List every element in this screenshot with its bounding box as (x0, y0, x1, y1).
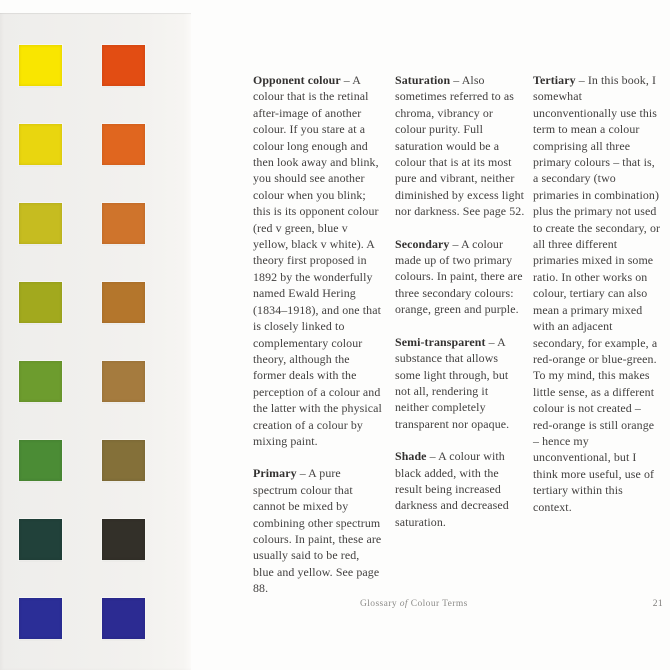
glossary-entry (395, 448, 525, 530)
swatch-row (19, 45, 145, 86)
glossary-entry (395, 72, 525, 220)
glossary-definition: – Also sometimes referred to as chroma, vibrancy or colour purity. Full saturation would be a colour that is at its most pure and vibrant, neither diminished by excess light nor darkness. See page 52. (395, 73, 525, 219)
color-swatch (19, 203, 62, 244)
glossary-term: Secondary (395, 236, 450, 251)
glossary-column-3 (533, 72, 663, 531)
glossary-term: Shade (395, 449, 427, 464)
color-swatch (102, 519, 145, 560)
page-number: 21 (652, 599, 663, 609)
glossary-definition: – A colour with black added, with the result being increased darkness and decreased saturation. (395, 449, 509, 529)
footer-text-italic: of (399, 599, 408, 609)
swatch-row (19, 361, 145, 402)
glossary-entry (533, 72, 663, 515)
glossary-entry (395, 236, 525, 318)
color-swatch (102, 282, 145, 323)
color-swatch (102, 203, 145, 244)
glossary-term: Saturation (395, 73, 451, 87)
swatch-row (19, 203, 145, 244)
color-swatch (19, 598, 62, 639)
glossary-entry (253, 72, 383, 449)
swatch-row (19, 124, 145, 165)
glossary-definition: – A pure spectrum colour that cannot be mixed by combining other spectrum colours. In paint, these are usually said to be red, blue and yellow. See page 88. (253, 466, 382, 596)
color-swatch (19, 519, 62, 560)
color-swatch (19, 361, 62, 402)
running-footer (360, 599, 468, 609)
glossary-column-2 (395, 72, 525, 546)
color-swatch (102, 124, 145, 165)
glossary-term: Opponent colour (253, 73, 341, 87)
color-swatch (102, 45, 145, 86)
swatch-row (19, 519, 145, 560)
glossary-definition: – A colour made up of two primary colours. In paint, there are three secondary colours: orange, green and purple. (395, 236, 523, 317)
glossary-definition: – In this book, I somewhat unconventionally use this term to mean a colour comprising all three primary colours – that is, a secondary (two primaries in combination) plus the primary not used to create the secondary, or all three different primaries mixed in some ratio. In other works on colour, tertiary can also mean a primary mixed with an adjacent secondary, for example, a red-orange or blue-green. To my mind, this makes little sense, as a different colour is not created – red-orange is still orange – hence my unconventional, but I think more useful, use of tertiary within this context. (533, 73, 661, 514)
color-swatch (19, 282, 62, 323)
swatch-row (19, 282, 145, 323)
color-swatch (19, 45, 62, 86)
glossary-term: Primary (253, 466, 297, 481)
glossary-definition: – A colour that is the retinal after-image of another colour. If you stare at a colour long enough and then look away and blink, you should see another colour when you blink; this is its opponent colour (red v green, blue v yellow, black v white). A theory first proposed in 1892 by the wonderfully named Ewald Hering (1834–1918), and one that is closely linked to complementary colour theory, although the former deals with the perception of a colour and the latter with the physical creation of a colour by mixing paint. (253, 73, 382, 448)
glossary-column-1 (253, 72, 383, 613)
swatch-grid (19, 45, 145, 639)
color-swatch (19, 440, 62, 481)
glossary-term: Tertiary (533, 73, 576, 87)
swatch-page (0, 13, 191, 670)
glossary-definition: – A substance that allows some light through, but not all, rendering it neither completely transparent nor opaque. (395, 334, 510, 431)
glossary-term: Semi-transparent (395, 334, 486, 349)
footer-text: Colour Terms (410, 599, 468, 609)
color-swatch (102, 361, 145, 402)
glossary-entry (253, 465, 383, 596)
swatch-row (19, 440, 145, 481)
color-swatch (102, 598, 145, 639)
glossary-entry (395, 334, 525, 432)
color-swatch (19, 124, 62, 165)
swatch-row (19, 598, 145, 639)
color-swatch (102, 440, 145, 481)
footer-text: Glossary (360, 599, 397, 609)
